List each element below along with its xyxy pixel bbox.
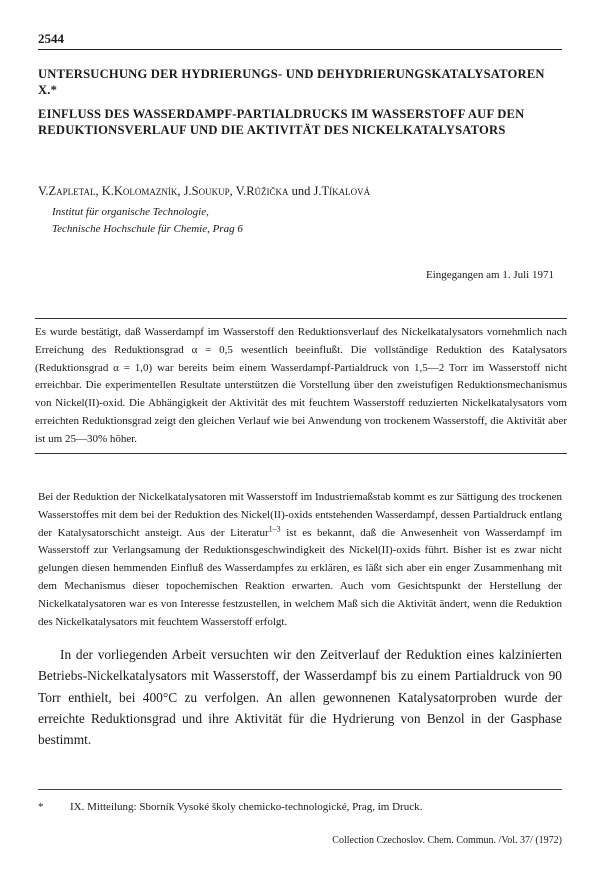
footnote-text: IX. Mitteilung: Sborník Vysoké školy chemicko-technologické, Prag, im Druck. xyxy=(70,801,423,813)
header-rule xyxy=(38,49,562,50)
footnote xyxy=(38,801,558,813)
body-paragraph-2: In der vorliegenden Arbeit versuchten wir den Zeitverlauf der Reduktion eines kalzinierten Betriebs-Nickelkatalysators mit Wasserstoff, der Wasserdampf bis zu einem Partialdruck von 90 Torr enthielt, bei 400°C zu verfolgen. An allen gewonnenen Katalysatorproben wurde der erreichte Reduktionsgrad und ihre Aktivität für die Hydrierung von Benzol in der Gasphase bestimmt. xyxy=(38,647,562,748)
author-initial: J. xyxy=(183,184,192,198)
author-initial: V. xyxy=(38,184,49,198)
received-date: Eingegangen am 1. Juli 1971 xyxy=(425,269,554,281)
author-conjunction: und xyxy=(291,184,311,198)
author-initial: K. xyxy=(101,184,114,198)
body-paragraph-1-part-1: Bei der Reduktion der Nickelkatalysatoren mit Wasserstoff im Industriemaßstab kommt es zur Sättigung des trockenen Wasserstoffes mit dem bei der Reduktion des Nickel(II)-oxids entstehenden Wasserdampf, dessen Partialdruck entlang der Katalysatorschicht ansteigt. Aus der Literatur xyxy=(38,491,562,539)
footnote-rule xyxy=(38,789,562,790)
affiliation-line-1: Institut für organische Technologie, xyxy=(52,206,209,218)
footnote-mark: * xyxy=(38,801,44,813)
abstract-text: Es wurde bestätigt, daß Wasserdampf im Wasserstoff den Reduktionsverlauf des Nickelkatalysators vornehmlich nach Erreichung des Reduktionsgrad α = 0,5 wesentlich beeinflußt. Die vollständige Reduktion des Katalysators (Reduktionsgrad α = 1,0) war bereits beim einem Wasserdampf-Partialdruck von 1,5—2 Torr im Wasserstoff nicht erreichbar. Die experimentellen Resultate unterstützen die Vorstellung über den zweistufigen Reduktionsmechanismus von Nickel(II)-oxid. Die Abhängigkeit der Aktivität des mit feuchtem Wasserstoff reduzierten Nickelkatalysators vom erreichten Reduktionsgrad zeigt den gleichen Verlauf wie bei Anwendung von trockenem Wasserstoff, die Aktivität aber ist um 25—30% höher. xyxy=(35,326,567,445)
affiliation xyxy=(52,204,243,238)
page-number: 2544 xyxy=(38,31,64,46)
journal-citation: Collection Czechoslov. Chem. Commun. /Vol. 37/ (1972) xyxy=(332,835,562,846)
author-list: V.Zapletal, K.Kolomazník, J.Soukup, V.Růžička und J.Tíkalová xyxy=(38,184,371,198)
author-name: Soukup xyxy=(191,184,230,198)
citation-ref: 1–3 xyxy=(268,523,281,533)
article-title: UNTERSUCHUNG DER HYDRIERUNGS- UND DEHYDRIERUNGSKATALYSATOREN X.* xyxy=(38,67,545,97)
author-name: Tíkalová xyxy=(321,184,371,198)
article-subtitle: EINFLUSS DES WASSERDAMPF-PARTIALDRUCKS IM WASSERSTOFF AUF DEN REDUKTIONSVERLAUF UND DIE AKTIVITÄT DES NICKELKATALYSATORS xyxy=(38,107,525,137)
body-paragraph-1 xyxy=(38,489,562,631)
body-paragraph-1-part-2: ist es bekannt, daß die Anwesenheit von Wasserdampf im Wasserstoff zur Verlangsamung der Reduktionsgeschwindigkeit des Nickel(II)-oxids führt. Bisher ist es zwar nicht gelungen diesen hemmenden Einfluß des Wasserdampfes zu erklären, es läßt sich aber ein enger Zusammenhang mit dem Mechanismus dieser topochemischen Reaktion erwarten. Auch vom Gesichtspunkt der Herstellung der Nickelkatalysatoren war es von Interesse festzustellen, in welchem Maß sich die Aktivität ändert, wenn die Reduktion des Nickelkatalysators mit feuchtem Wasserstoff erfolgt. xyxy=(38,526,562,628)
author-initial: J. xyxy=(313,184,322,198)
author-name: Zapletal xyxy=(48,184,96,198)
author-name: Růžička xyxy=(246,184,289,198)
author-name: Kolomazník xyxy=(113,184,178,198)
affiliation-line-2: Technische Hochschule für Chemie, Prag 6 xyxy=(52,223,243,235)
author-initial: V. xyxy=(235,184,247,198)
abstract-box xyxy=(35,318,567,454)
